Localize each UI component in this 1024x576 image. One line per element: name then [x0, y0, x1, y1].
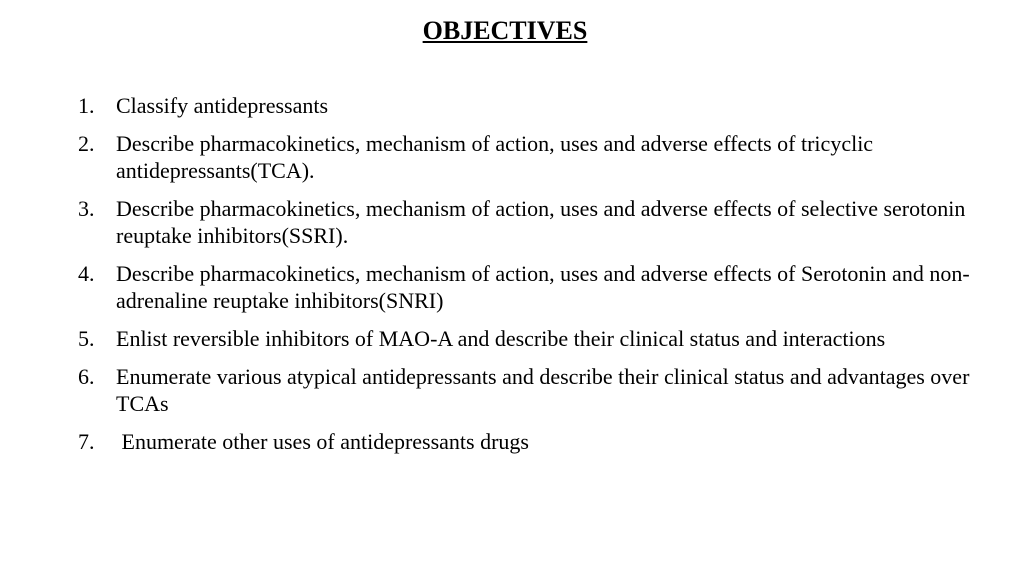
- item-text: Enlist reversible inhibitors of MAO-A and describe their clinical status and interactions: [116, 326, 886, 351]
- list-item: [78, 130, 978, 184]
- item-text: Enumerate various atypical antidepressants and describe their clinical status and advantages over TCAs: [116, 364, 970, 416]
- list-item: [78, 260, 978, 314]
- item-number: 6.: [78, 364, 95, 389]
- list-item: [78, 363, 978, 417]
- list-item: [78, 92, 978, 119]
- item-text: Describe pharmacokinetics, mechanism of action, uses and adverse effects of Serotonin and non-adrenaline reuptake inhibitors(SNRI): [116, 261, 970, 313]
- item-text: Describe pharmacokinetics, mechanism of action, uses and adverse effects of tricyclic antidepressants(TCA).: [116, 131, 874, 183]
- item-number: 5.: [78, 326, 95, 351]
- item-number: 2.: [78, 131, 95, 156]
- item-number: 3.: [78, 196, 95, 221]
- page-title: OBJECTIVES: [422, 16, 588, 45]
- objectives-list: [78, 92, 978, 466]
- item-text: Classify antidepressants: [116, 93, 329, 118]
- list-item: [78, 428, 978, 455]
- item-number: 4.: [78, 261, 95, 286]
- item-number: 1.: [78, 93, 95, 118]
- item-text: Enumerate other uses of antidepressants drugs: [116, 429, 529, 454]
- item-text: Describe pharmacokinetics, mechanism of action, uses and adverse effects of selective serotonin reuptake inhibitors(SSRI).: [116, 196, 966, 248]
- list-item: [78, 195, 978, 249]
- list-item: [78, 325, 978, 352]
- item-number: 7.: [78, 429, 95, 454]
